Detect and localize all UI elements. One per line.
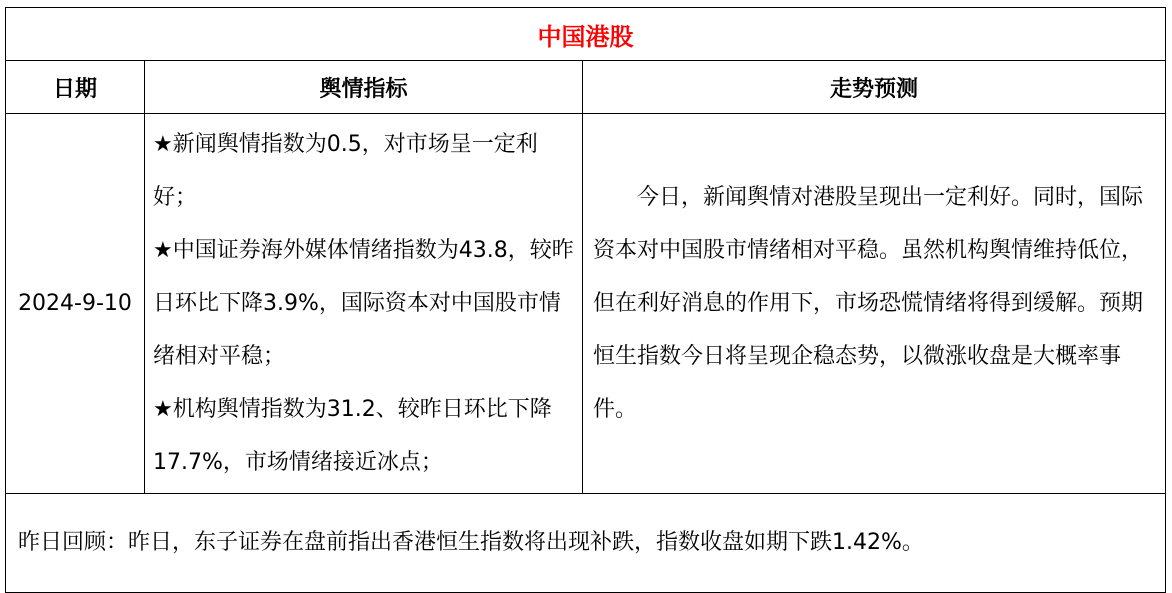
header-trend: 走势预测 xyxy=(583,61,1166,114)
indicator-overseas-media: ★中国证券海外媒体情绪指数为43.8，较昨日环比下降3.9%，国际资本对中国股市情绪相对平稳； xyxy=(153,238,574,369)
trend-text: 今日，新闻舆情对港股呈现出一定利好。同时，国际资本对中国股市情绪相对平稳。虽然机构舆情维持低位，但在利好消息的作用下，市场恐慌情绪将得到缓解。预期恒生指数今日将呈现企稳态势，以微涨收盘是大概率事件。 xyxy=(593,185,1144,422)
date-cell: 2024-9-10 xyxy=(6,114,145,494)
data-row xyxy=(6,114,1166,494)
report-table xyxy=(5,7,1166,593)
trend-cell xyxy=(583,114,1166,494)
indicator-institution: ★机构舆情指数为31.2、较昨日环比下降17.7%，市场情绪接近冰点； xyxy=(153,397,552,475)
indicator-news: ★新闻舆情指数为0.5，对市场呈一定利好； xyxy=(153,132,538,210)
header-indicator: 舆情指标 xyxy=(145,61,583,114)
review-text: 昨日回顾：昨日，东子证券在盘前指出香港恒生指数将出现补跌，指数收盘如期下跌1.42%。 xyxy=(6,494,1166,593)
header-date: 日期 xyxy=(6,61,145,114)
review-row xyxy=(6,494,1166,593)
indicator-cell xyxy=(145,114,583,494)
header-row xyxy=(6,61,1166,114)
table-title: 中国港股 xyxy=(6,8,1166,61)
title-row xyxy=(6,8,1166,61)
